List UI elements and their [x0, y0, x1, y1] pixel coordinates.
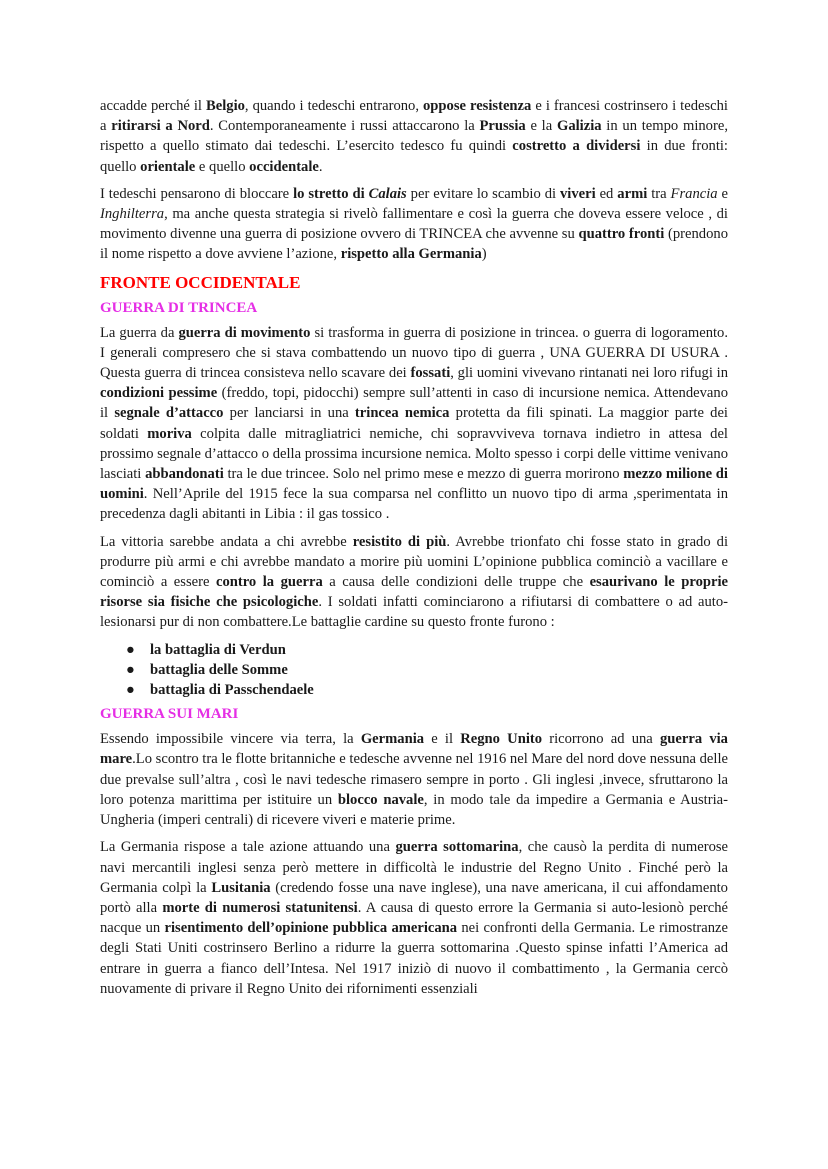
battles-list [100, 640, 728, 701]
bullet-icon: ● [126, 682, 135, 699]
heading-guerra-di-trincea: GUERRA DI TRINCEA [100, 299, 258, 316]
bullet-icon: ● [126, 641, 135, 658]
heading-fronte-occidentale: FRONTE OCCIDENTALE [100, 272, 301, 292]
bullet-icon: ● [126, 661, 135, 678]
document-page [100, 96, 728, 1006]
list-item: ● battaglia di Passchendaele [100, 680, 728, 700]
paragraph-vittoria: La vittoria sarebbe andata a chi avrebbe resistito di più. Avrebbe trionfato chi fosse stato in grado di produrre più armi e chi avrebbe mandato a morire più uomini L’opinione pubblica cominciò a vacillare e cominciò a essere contro la guerra a causa delle condizioni delle truppe che esaurivano le proprie risorse sia fisiche che psicologiche. I soldati infatti cominciarono a rifiutarsi di combattere o ad auto-lesionarsi pur di non combattere.Le battaglie cardine su questo fronte furono : [100, 533, 728, 631]
paragraph-belgio: accadde perché il Belgio, quando i tedeschi entrarono, oppose resistenza e i francesi costrinsero i tedeschi a ritirarsi a Nord. Contemporaneamente i russi attaccarono la Prussia e la Galizia in un tempo minore, rispetto a quello stimato dai tedeschi. L’esercito tedesco fu quindi costretto a dividersi in due fronti: quello orientale e quello occidentale. [100, 98, 728, 175]
paragraph-sottomarina: La Germania rispose a tale azione attuando una guerra sottomarina, che causò la perdita di numerose navi mercantili inglesi senza però mettere in difficoltà le industrie del Regno Unito . Finché però la Germania colpì la Lusitania (credendo fosse una nave inglese), una nave americana, il cui affondamento portò alla morte di numerosi statunitensi. A causa di questo errore la Germania si auto-lesionò perché nacque un risentimento dell’opinione pubblica americana nei confronti della Germania. Le rimostranze degli Stati Uniti costrinsero Berlino a ridurre la guerra sottomarina .Questo spinse infatti l’America ad entrare in guerra a fianco dell’Intesa. Nel 1917 iniziò di nuovo il combattimento , la Germania cercò nuovamente di privare il Regno Unito dei rifornimenti essenziali [100, 839, 729, 997]
paragraph-mari: Essendo impossibile vincere via terra, la Germania e il Regno Unito ricorrono ad una guerra via mare.Lo scontro tra le flotte britanniche e tedesche avvenne nel 1916 nel Mare del nord dove nessuna delle due prevalse sull’altra , così le navi tedesche rimasero sempre in porto . Gli inglesi ,invece, sfruttarono la loro potenza marittima per istituire un blocco navale, in modo tale da impedire a Germania e Austria-Ungheria (imperi centrali) di ricevere viveri e materie prime. [100, 731, 728, 829]
paragraph-trincea: La guerra da guerra di movimento si trasforma in guerra di posizione in trincea. o guerra di logoramento. I generali compresero che si stava combattendo un nuovo tipo di guerra , UNA GUERRA DI USURA . Questa guerra di trincea consisteva nello scavare dei fossati, gli uomini vivevano rintanati nei loro rifugi in condizioni pessime (freddo, topi, pidocchi) sempre sull’attenti in caso di incursione nemica. Attendevano il segnale d’attacco per lanciarsi in una trincea nemica protetta da fili spinati. La maggior parte dei soldati moriva colpita dalle mitragliatrici nemiche, chi sopravviveva tornava indietro in attesa del prossimo segnale d’attacco o della prossima incursione nemica. Molto spesso i corpi delle vittime venivano lasciati abbandonati tra le due trincee. Solo nel primo mese e mezzo di guerra morirono mezzo milione di uomini. Nell’Aprile del 1915 fece la sua comparsa nel conflitto un nuovo tipo di arma ,sperimentata in precedenza dagli abitanti in Libia : il gas tossico . [100, 324, 729, 523]
list-item: ● battaglia delle Somme [100, 660, 728, 680]
heading-guerra-sui-mari: GUERRA SUI MARI [100, 706, 239, 723]
paragraph-calais: I tedeschi pensarono di bloccare lo stretto di Calais per evitare lo scambio di viveri ed armi tra Francia e Inghilterra, ma anche questa strategia si rivelò fallimentare e così la guerra che doveva essere veloce , di movimento divenne una guerra di posizione ovvero di TRINCEA che avvenne su quattro fronti (prendono il nome rispetto a dove avviene l’azione, rispetto alla Germania) [100, 185, 728, 263]
list-item: ● la battaglia di Verdun [100, 640, 728, 660]
